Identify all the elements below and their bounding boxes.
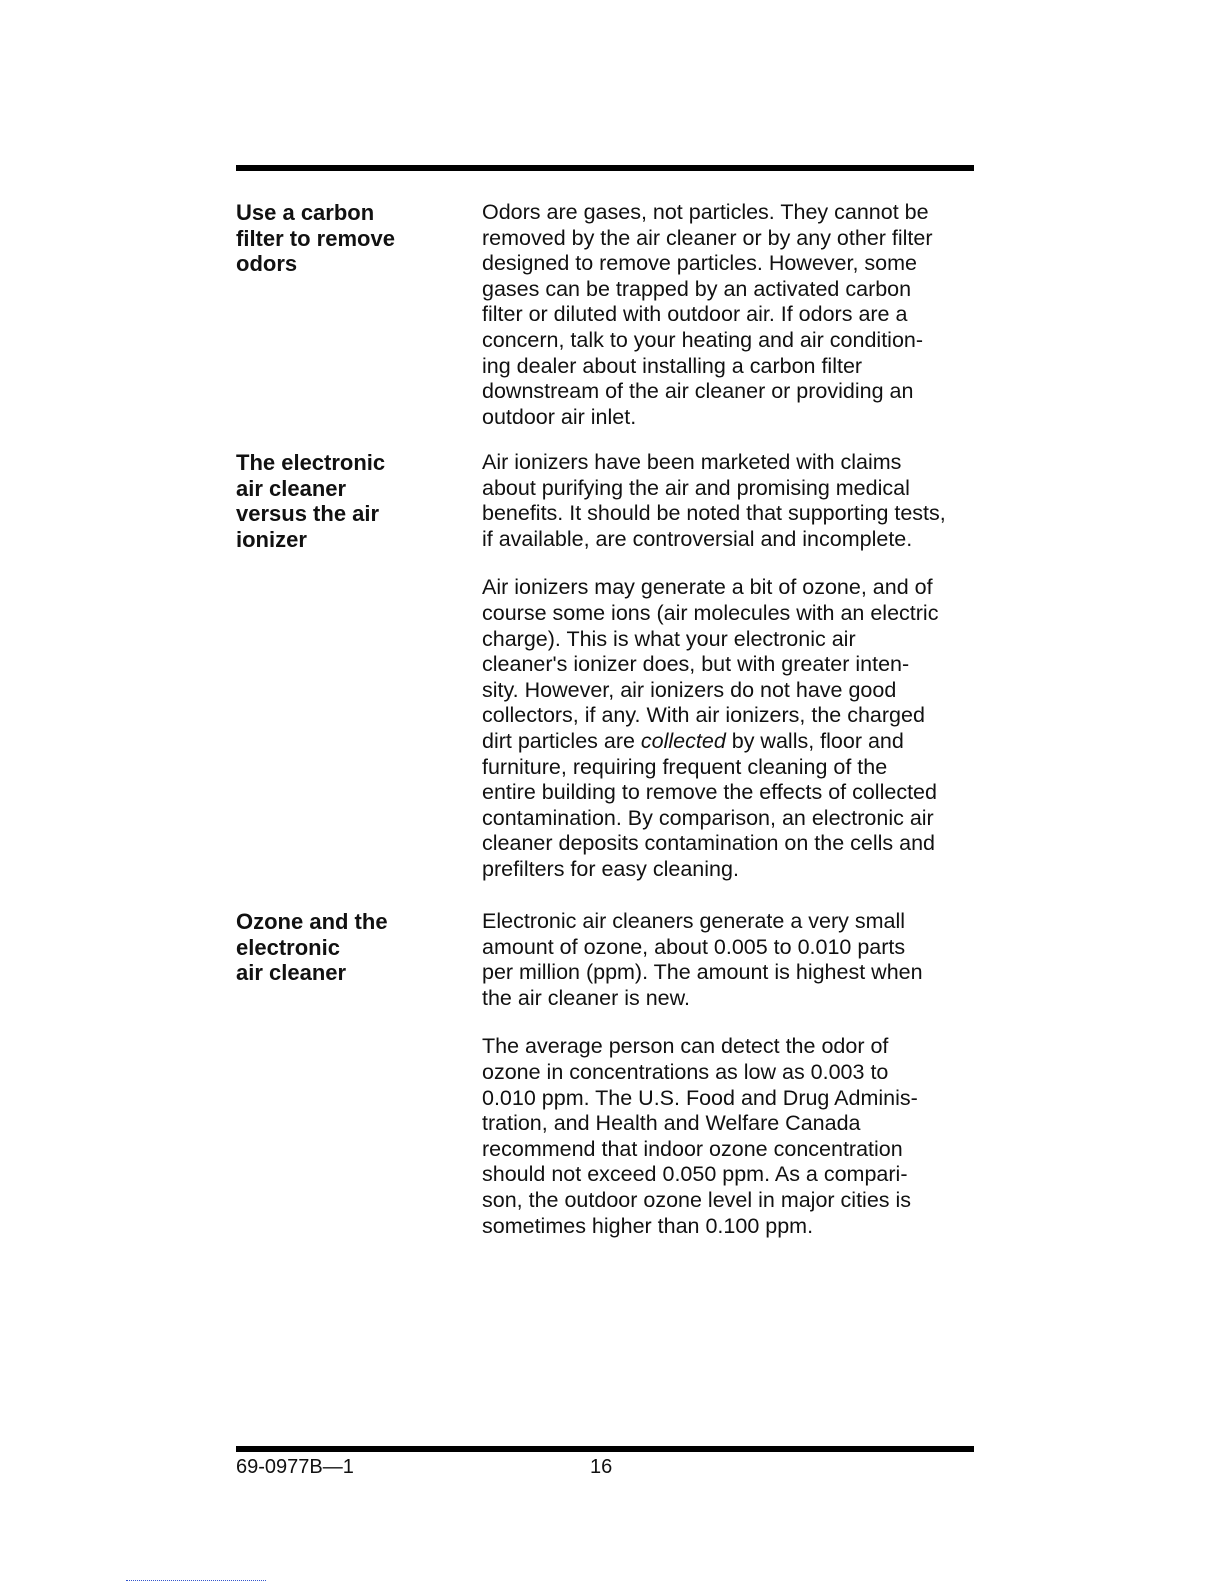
section-body [482,450,974,883]
page-footer [236,1456,974,1486]
paragraph-text: by walls, floor and furniture, requiring frequent cleaning of the entire building to remove the effects of collected contamination. By comparison, an electronic air cleaner deposits contamination on the cells and prefilters for easy cleaning. [482,728,937,881]
section-body [482,909,974,1239]
section-heading: Use a carbon filter to remove odors [236,200,395,276]
section-heading: The electronic air cleaner versus the air ionizer [236,450,386,552]
body-paragraph: Electronic air cleaners generate a very small amount of ozone, about 0.005 to 0.010 parts per million (ppm). The amount is highest when the air cleaner is new. [482,909,923,1010]
body-paragraph: Air ionizers have been marketed with claims about purifying the air and promising medical benefits. It should be noted that supporting tests, if available, are controversial and incomplete. [482,450,946,551]
section-body [482,200,974,430]
document-number: 69-0977B—1 [236,1456,354,1478]
page-number: 16 [590,1456,613,1478]
emphasized-text: collected [640,728,726,753]
body-paragraph [482,575,974,882]
bottom-rule [236,1446,974,1452]
top-rule [236,165,974,171]
body-paragraph: Odors are gases, not particles. They cannot be removed by the air cleaner or by any other filter designed to remove particles. However, some gases can be trapped by an activated carbon filter or diluted with outdoor air. If odors are a concern, talk to your heating and air condition- ing dealer about installing a carbon filter downstream of the air cleaner or providing an outdoor air inlet. [482,200,933,429]
paragraph-text: Air ionizers may generate a bit of ozone, and of course some ions (air molecules with an electric charge). This is what your electronic air cleaner's ionizer does, but with greater inten- sity. However, air ionizers do not have good collectors, if any. With air ionizers, the charged dirt particles are [482,575,939,753]
section-heading: Ozone and the electronic air cleaner [236,909,388,985]
viewer-scroll-indicator [126,1580,266,1581]
body-paragraph: The average person can detect the odor of ozone in concentrations as low as 0.003 to 0.010 ppm. The U.S. Food and Drug Adminis- tration, and Health and Welfare Canada recommend that indoor ozone concentration should not exceed 0.050 ppm. As a compari- son, the outdoor ozone level in major cities is sometimes higher than 0.100 ppm. [482,1034,918,1238]
